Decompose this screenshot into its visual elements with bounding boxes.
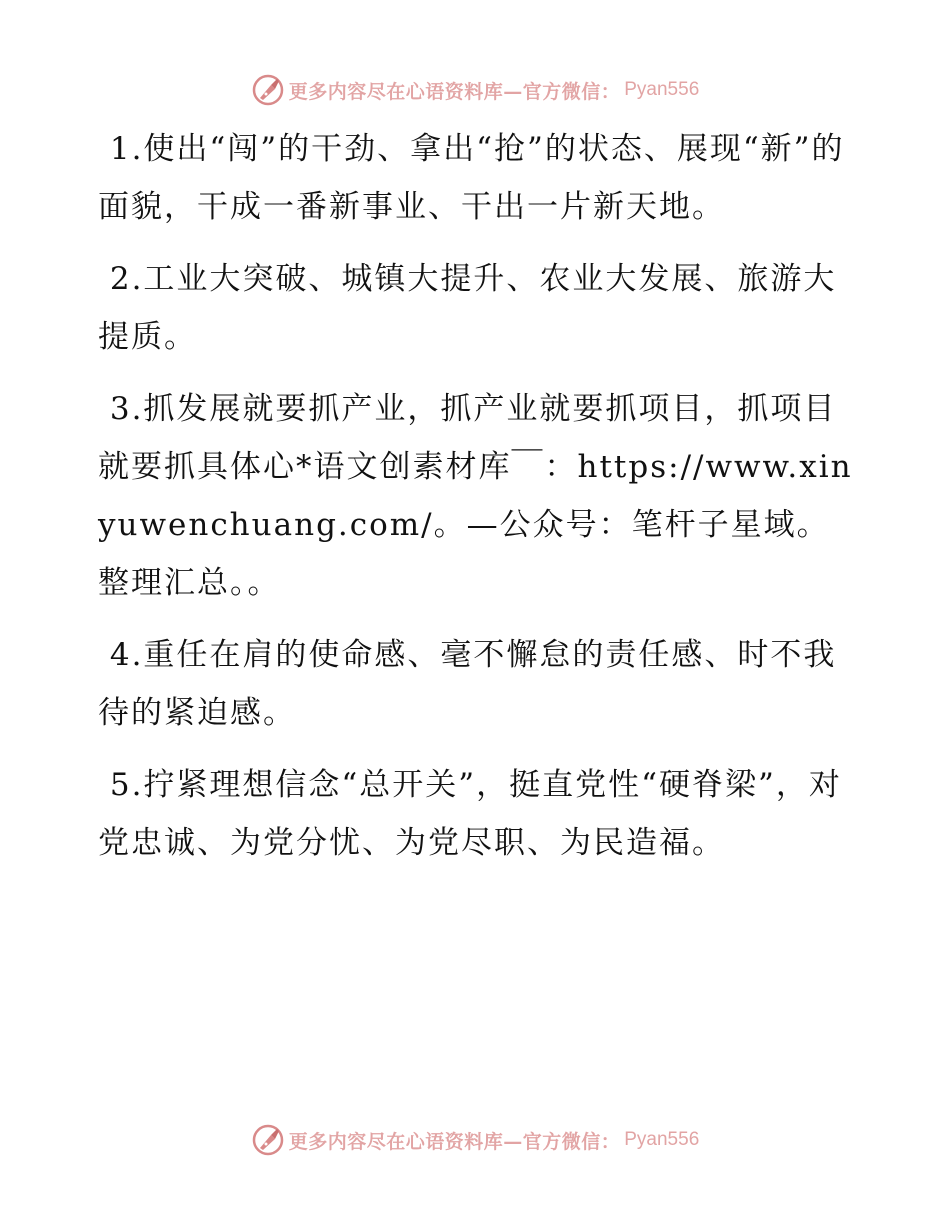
footer-banner bbox=[0, 1120, 950, 1160]
pen-nib-logo-icon bbox=[251, 1123, 285, 1157]
list-item-2: 2.工业大突破、城镇大提升、农业大发展、旅游大提质。 bbox=[98, 261, 837, 355]
footer-banner-text: 更多内容尽在心语资料库—官方微信： bbox=[288, 1130, 621, 1153]
list-item-3: 3.抓发展就要抓产业，抓产业就要抓项目，抓项目就要抓具体心*语文创素材库￣：https://www.xinyuwenchuang.com/。—公众号：笔杆子星域。整理汇总。。 bbox=[98, 391, 853, 601]
footer-banner-wechat: Pyan556 bbox=[624, 1129, 700, 1150]
header-banner-text: 更多内容尽在心语资料库—官方微信： bbox=[288, 80, 621, 103]
list-item-1: 1.使出“闯”的干劲、拿出“抢”的状态、展现“新”的面貌，干成一番新事业、干出一片新天地。 bbox=[98, 131, 845, 225]
header-banner-wechat: Pyan556 bbox=[624, 79, 700, 100]
list-item-5: 5.拧紧理想信念“总开关”，挺直党性“硬脊梁”，对党忠诚、为党分忧、为党尽职、为民造福。 bbox=[98, 767, 842, 861]
footer-banner-content bbox=[251, 1123, 700, 1157]
document-body bbox=[98, 120, 858, 886]
list-item-4: 4.重任在肩的使命感、毫不懈怠的责任感、时不我待的紧迫感。 bbox=[98, 637, 837, 731]
header-banner-content bbox=[251, 73, 700, 107]
header-banner bbox=[0, 70, 950, 110]
pen-nib-logo-icon bbox=[251, 73, 285, 107]
